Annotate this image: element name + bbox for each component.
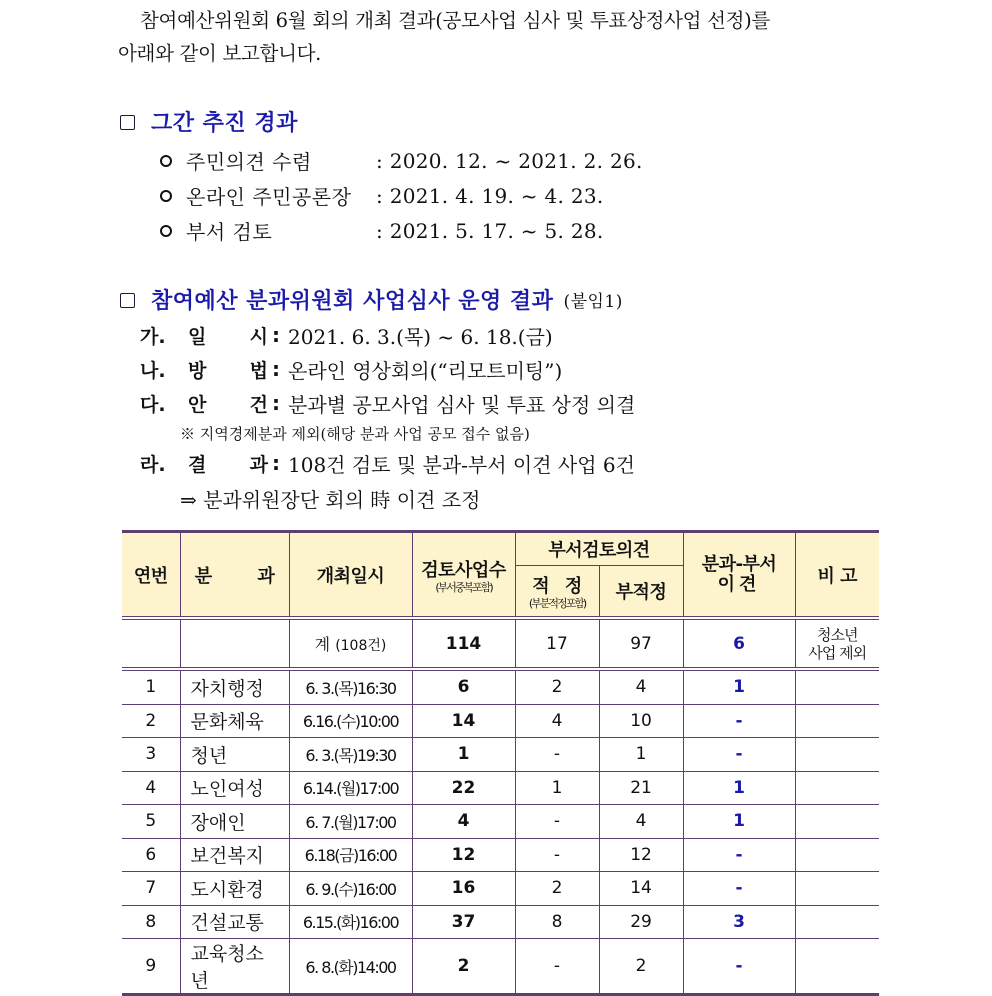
cell-division: 자치행정 [180, 669, 289, 704]
header-reviewed-sub: (부서중복포함) [435, 580, 492, 594]
section-title: 그간 추진 경과 [151, 111, 298, 136]
item-key-char: 일 [188, 325, 207, 348]
table-row [122, 838, 879, 872]
circle-bullet-icon [160, 155, 172, 167]
item-key-char: 시 [249, 325, 268, 348]
header-disagreement [683, 532, 795, 619]
cell-remarks [795, 618, 879, 669]
cell-remarks [795, 872, 879, 906]
header-dept-opinion: 부서검토의견 [515, 532, 683, 566]
cell-reviewed: 22 [412, 771, 515, 805]
cell-appropriate: - [515, 939, 599, 995]
table-header-row [122, 532, 879, 566]
cell-datetime: 6.18(금)16:00 [289, 838, 412, 872]
cell-appropriate: 8 [515, 905, 599, 939]
cell-reviewed: 2 [412, 939, 515, 995]
results-list [140, 318, 635, 516]
cell-disagreement: - [683, 939, 795, 995]
cell-reviewed: 6 [412, 669, 515, 704]
item-value: : 2021. 5. 17. ~ 5. 28. [376, 218, 604, 243]
colon: : [272, 391, 280, 415]
cell-total-label [289, 618, 412, 669]
cell-remarks [795, 738, 879, 772]
intro-line-1: 참여예산위원회 6월 회의 개최 결과(공모사업 심사 및 투표상정사업 선정)를 [140, 9, 771, 32]
cell-appropriate: - [515, 838, 599, 872]
cell-no: 5 [122, 805, 180, 839]
cell-disagreement: - [683, 872, 795, 906]
item-value: 108건 검토 및 분과-부서 이견 사업 6건 [288, 452, 635, 477]
cell-disagreement: - [683, 738, 795, 772]
cell-remarks [795, 838, 879, 872]
cell-datetime: 6. 8.(화)14:00 [289, 939, 412, 995]
cell-datetime: 6. 7.(월)17:00 [289, 805, 412, 839]
cell-division: 보건복지 [180, 838, 289, 872]
cell-division: 교육청소년 [180, 939, 289, 995]
item-prefix: 라. [140, 453, 166, 476]
list-item [160, 213, 643, 248]
header-remarks: 비 고 [795, 532, 879, 619]
square-bullet-icon [120, 115, 135, 130]
list-item [140, 352, 635, 386]
item-prefix: 나. [140, 359, 166, 382]
cell-appropriate: 2 [515, 669, 599, 704]
section-heading-results [120, 284, 623, 315]
header-reviewed [412, 532, 515, 619]
item-key [140, 390, 268, 417]
item-label: 온라인 주민공론장 [186, 185, 352, 209]
item-key-char: 안 [188, 393, 207, 416]
item-key-char: 방 [188, 359, 207, 382]
header-reviewed-label: 검토사업수 [421, 559, 506, 581]
table-row [122, 669, 879, 704]
cell-division: 문화체육 [180, 704, 289, 738]
header-disagreement-line2: 이견 [717, 573, 761, 595]
cell-inappropriate: 21 [599, 771, 683, 805]
item-key [140, 450, 268, 477]
header-division: 분 과 [180, 532, 289, 619]
cell-disagreement: 1 [683, 771, 795, 805]
cell-remarks [795, 805, 879, 839]
cell-inappropriate: 14 [599, 872, 683, 906]
cell-datetime: 6.14.(월)17:00 [289, 771, 412, 805]
cell-no: 1 [122, 669, 180, 704]
cell-datetime: 6. 3.(목)16:30 [289, 669, 412, 704]
cell-reviewed: 4 [412, 805, 515, 839]
header-appropriate-label: 적 정 [532, 576, 582, 597]
cell-disagreement: 1 [683, 805, 795, 839]
item-value: : 2021. 4. 19. ~ 4. 23. [376, 183, 604, 208]
cell-datetime: 6.15.(화)16:00 [289, 905, 412, 939]
cell-no: 6 [122, 838, 180, 872]
table-row [122, 805, 879, 839]
cell-datetime: 6. 3.(목)19:30 [289, 738, 412, 772]
circle-bullet-icon [160, 225, 172, 237]
cell-division [180, 618, 289, 669]
cell-disagreement: 3 [683, 905, 795, 939]
section-title: 참여예산 분과위원회 사업심사 운영 결과 [151, 289, 554, 314]
cell-division: 장애인 [180, 805, 289, 839]
cell-remarks [795, 669, 879, 704]
header-disagreement-line1: 분과-부서 [701, 553, 777, 575]
note: ※ 지역경제분과 제외(해당 분과 사업 공모 접수 없음) [180, 424, 530, 443]
cell-remarks [795, 704, 879, 738]
cell-remarks [795, 905, 879, 939]
item-label: 부서 검토 [186, 220, 273, 244]
square-bullet-icon [120, 293, 135, 308]
cell-reviewed: 14 [412, 704, 515, 738]
table-row [122, 872, 879, 906]
circle-bullet-icon [160, 190, 172, 202]
item-prefix: 다. [140, 393, 166, 416]
item-value: : 2020. 12. ~ 2021. 2. 26. [376, 148, 643, 173]
item-prefix: 가. [140, 325, 166, 348]
cell-datetime: 6.16.(수)10:00 [289, 704, 412, 738]
cell-datetime: 6. 9.(수)16:00 [289, 872, 412, 906]
cell-no: 3 [122, 738, 180, 772]
followup-line: ⇒ 분과위원장단 회의 時 이견 조정 [180, 487, 481, 512]
colon: : [272, 357, 280, 381]
cell-reviewed: 114 [412, 618, 515, 669]
cell-no: 4 [122, 771, 180, 805]
cell-reviewed: 37 [412, 905, 515, 939]
colon: : [272, 323, 280, 347]
cell-inappropriate: 97 [599, 618, 683, 669]
cell-no: 2 [122, 704, 180, 738]
cell-inappropriate: 12 [599, 838, 683, 872]
cell-division: 건설교통 [180, 905, 289, 939]
list-item [140, 386, 635, 420]
list-item [140, 446, 635, 480]
header-datetime: 개최일시 [289, 532, 412, 619]
cell-reviewed: 16 [412, 872, 515, 906]
table-row [122, 704, 879, 738]
item-key-char: 법 [249, 359, 268, 382]
item-key-char: 건 [249, 393, 268, 416]
cell-reviewed: 12 [412, 838, 515, 872]
cell-disagreement: 1 [683, 669, 795, 704]
cell-inappropriate: 4 [599, 669, 683, 704]
section-heading-progress [120, 106, 298, 137]
cell-disagreement: 6 [683, 618, 795, 669]
cell-disagreement: - [683, 838, 795, 872]
cell-inappropriate: 10 [599, 704, 683, 738]
remarks-line: 사업 제외 [808, 643, 867, 662]
intro-line-2: 아래와 같이 보고합니다. [118, 42, 322, 65]
cell-inappropriate: 4 [599, 805, 683, 839]
cell-no [122, 618, 180, 669]
results-table [122, 530, 879, 996]
cell-remarks [795, 939, 879, 995]
cell-appropriate: 2 [515, 872, 599, 906]
header-appropriate-sub: (부분적정포함) [528, 597, 586, 610]
cell-appropriate: 17 [515, 618, 599, 669]
list-item [160, 143, 643, 178]
cell-appropriate: - [515, 805, 599, 839]
table-row [122, 939, 879, 995]
total-label: 계 [314, 635, 331, 654]
intro-paragraph [118, 4, 878, 70]
cell-reviewed: 1 [412, 738, 515, 772]
item-key-char: 결 [188, 453, 207, 476]
cell-remarks [795, 771, 879, 805]
cell-no: 7 [122, 872, 180, 906]
item-value: 온라인 영상회의(“리모트미팅”) [288, 358, 563, 383]
total-row [122, 618, 879, 669]
cell-no: 8 [122, 905, 180, 939]
header-no: 연번 [122, 532, 180, 619]
table-row [122, 738, 879, 772]
table-row [122, 905, 879, 939]
item-label: 주민의견 수렴 [186, 150, 312, 174]
cell-inappropriate: 1 [599, 738, 683, 772]
item-key-char: 과 [249, 453, 268, 476]
item-key [140, 356, 268, 383]
cell-division: 노인여성 [180, 771, 289, 805]
total-count: (108건) [335, 638, 387, 654]
item-value: 2021. 6. 3.(목) ~ 6. 18.(금) [288, 324, 553, 349]
colon: : [272, 451, 280, 475]
cell-division: 도시환경 [180, 872, 289, 906]
remarks-line: 청소년 [817, 625, 858, 644]
list-item [140, 318, 635, 352]
item-value: 분과별 공모사업 심사 및 투표 상정 의결 [288, 392, 636, 417]
cell-no: 9 [122, 939, 180, 995]
cell-inappropriate: 2 [599, 939, 683, 995]
header-appropriate [515, 566, 599, 619]
cell-appropriate: - [515, 738, 599, 772]
list-item [160, 178, 643, 213]
cell-appropriate: 4 [515, 704, 599, 738]
progress-list [160, 143, 643, 248]
cell-disagreement: - [683, 704, 795, 738]
item-key [140, 322, 268, 349]
cell-division: 청년 [180, 738, 289, 772]
attachment-ref: (붙임1) [563, 292, 623, 312]
cell-inappropriate: 29 [599, 905, 683, 939]
header-inappropriate: 부적정 [599, 566, 683, 619]
cell-appropriate: 1 [515, 771, 599, 805]
table-row [122, 771, 879, 805]
